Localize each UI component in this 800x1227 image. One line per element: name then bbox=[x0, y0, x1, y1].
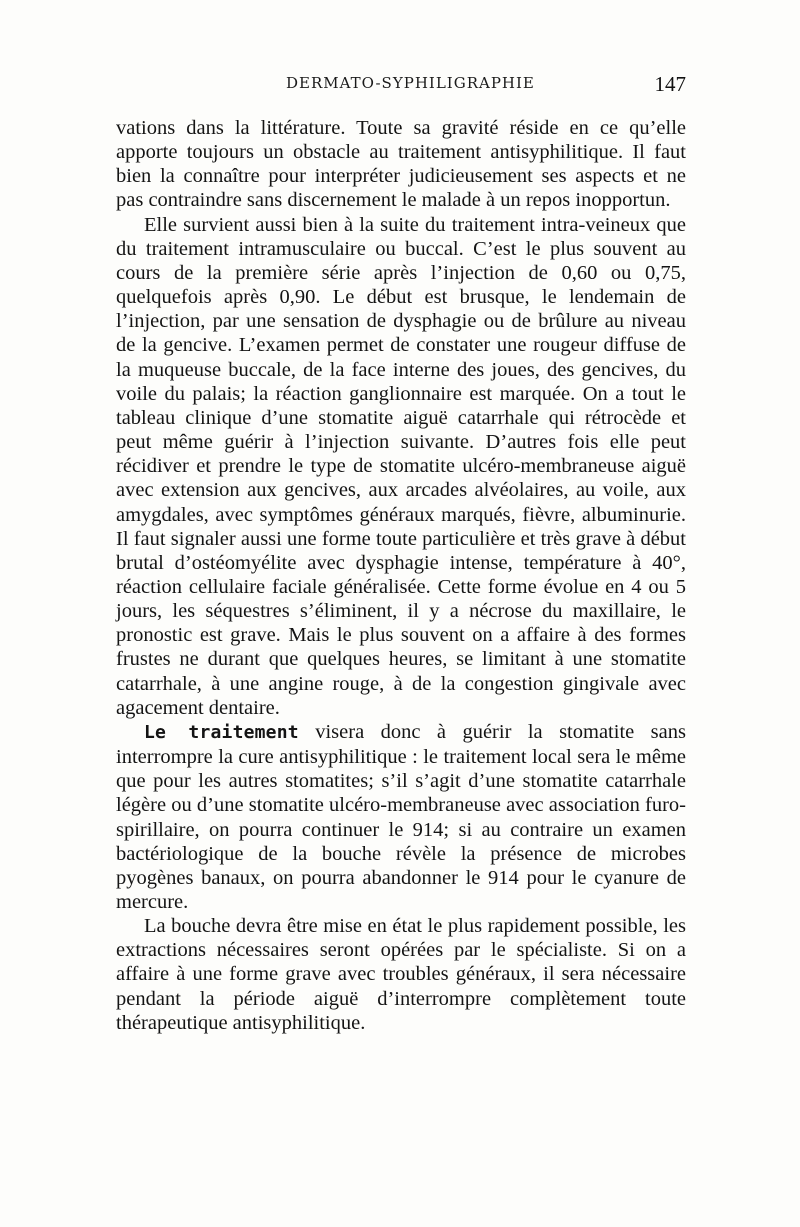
running-title: DERMATO-SYPHILIGRAPHIE bbox=[286, 74, 535, 92]
treatment-text: visera donc à guérir la stomatite sans interrompre la cure antisyphilitique : le traitement local sera le même que pour les autres stomatites; s’il s’agit d’une stomatite catarrhale légère ou d’une stomatite ulcéro-membraneuse avec association furo-spirillaire, on pourra continuer le 914; si au contraire un examen bactériologique de la bouche révèle la présence de microbes pyogènes banaux, on pourra abandonner le 914 pour le cyanure de mercure. bbox=[116, 720, 686, 913]
body-text bbox=[116, 116, 686, 1035]
page-header bbox=[116, 74, 686, 104]
paragraph-mouth-care: La bouche devra être mise en état le plus rapidement possible, les extractions nécessaires seront opérées par le spécialiste. Si on a affaire à une forme grave avec troubles généraux, il sera nécessaire pendant la période aiguë d’interrompre complètement toute thérapeutique antisyphilitique. bbox=[116, 915, 686, 1034]
paragraph-continuation: vations dans la littérature. Toute sa gravité réside en ce qu’elle apporte toujours un obstacle au traitement antisyphilitique. Il faut bien la connaître pour interpréter judicieusement ses aspects et ne pas contraindre sans discernement le malade à un repos inopportun. bbox=[116, 117, 686, 212]
page-number: 147 bbox=[654, 72, 686, 96]
paragraph-treatment bbox=[116, 720, 686, 914]
paragraph-stomatitis-description: Elle survient aussi bien à la suite du traitement intra-veineux que du traitement intramusculaire ou buccal. C’est le plus souvent au cours de la première série après l’injection de 0,60 ou 0,75, quelquefois après 0,90. Le début est brusque, le lendemain de l’injection, par une sensation de dysphagie ou de brûlure au niveau de la gencive. L’examen permet de constater une rougeur diffuse de la muqueuse buccale, de la face interne des joues, des gencives, du voile du palais; la réaction ganglionnaire est marquée. On a tout le tableau clinique d’une stomatite aiguë catarrhale qui rétrocède et peut même guérir à l’injection suivante. D’autres fois elle peut récidiver et prendre le type de stomatite ulcéro-membraneuse aiguë avec extension aux gencives, aux arcades alvéolaires, au voile, aux amygdales, avec symptômes généraux marqués, fièvre, albuminurie. Il faut signaler aussi une forme toute particulière et très grave à début brutal d’ostéomyélite avec dysphagie intense, température à 40°, réaction cellulaire faciale généralisée. Cette forme évolue en 4 ou 5 jours, les séquestres s’éliminent, il y a nécrose du maxillaire, le pronostic est grave. Mais le plus souvent on a affaire à des formes frustes ne durant que quelques heures, se limitant à une stomatite catarrhale, à une angine rouge, à de la congestion gingivale avec agacement dentaire. bbox=[116, 213, 686, 719]
treatment-heading: Le traitement bbox=[144, 721, 299, 743]
